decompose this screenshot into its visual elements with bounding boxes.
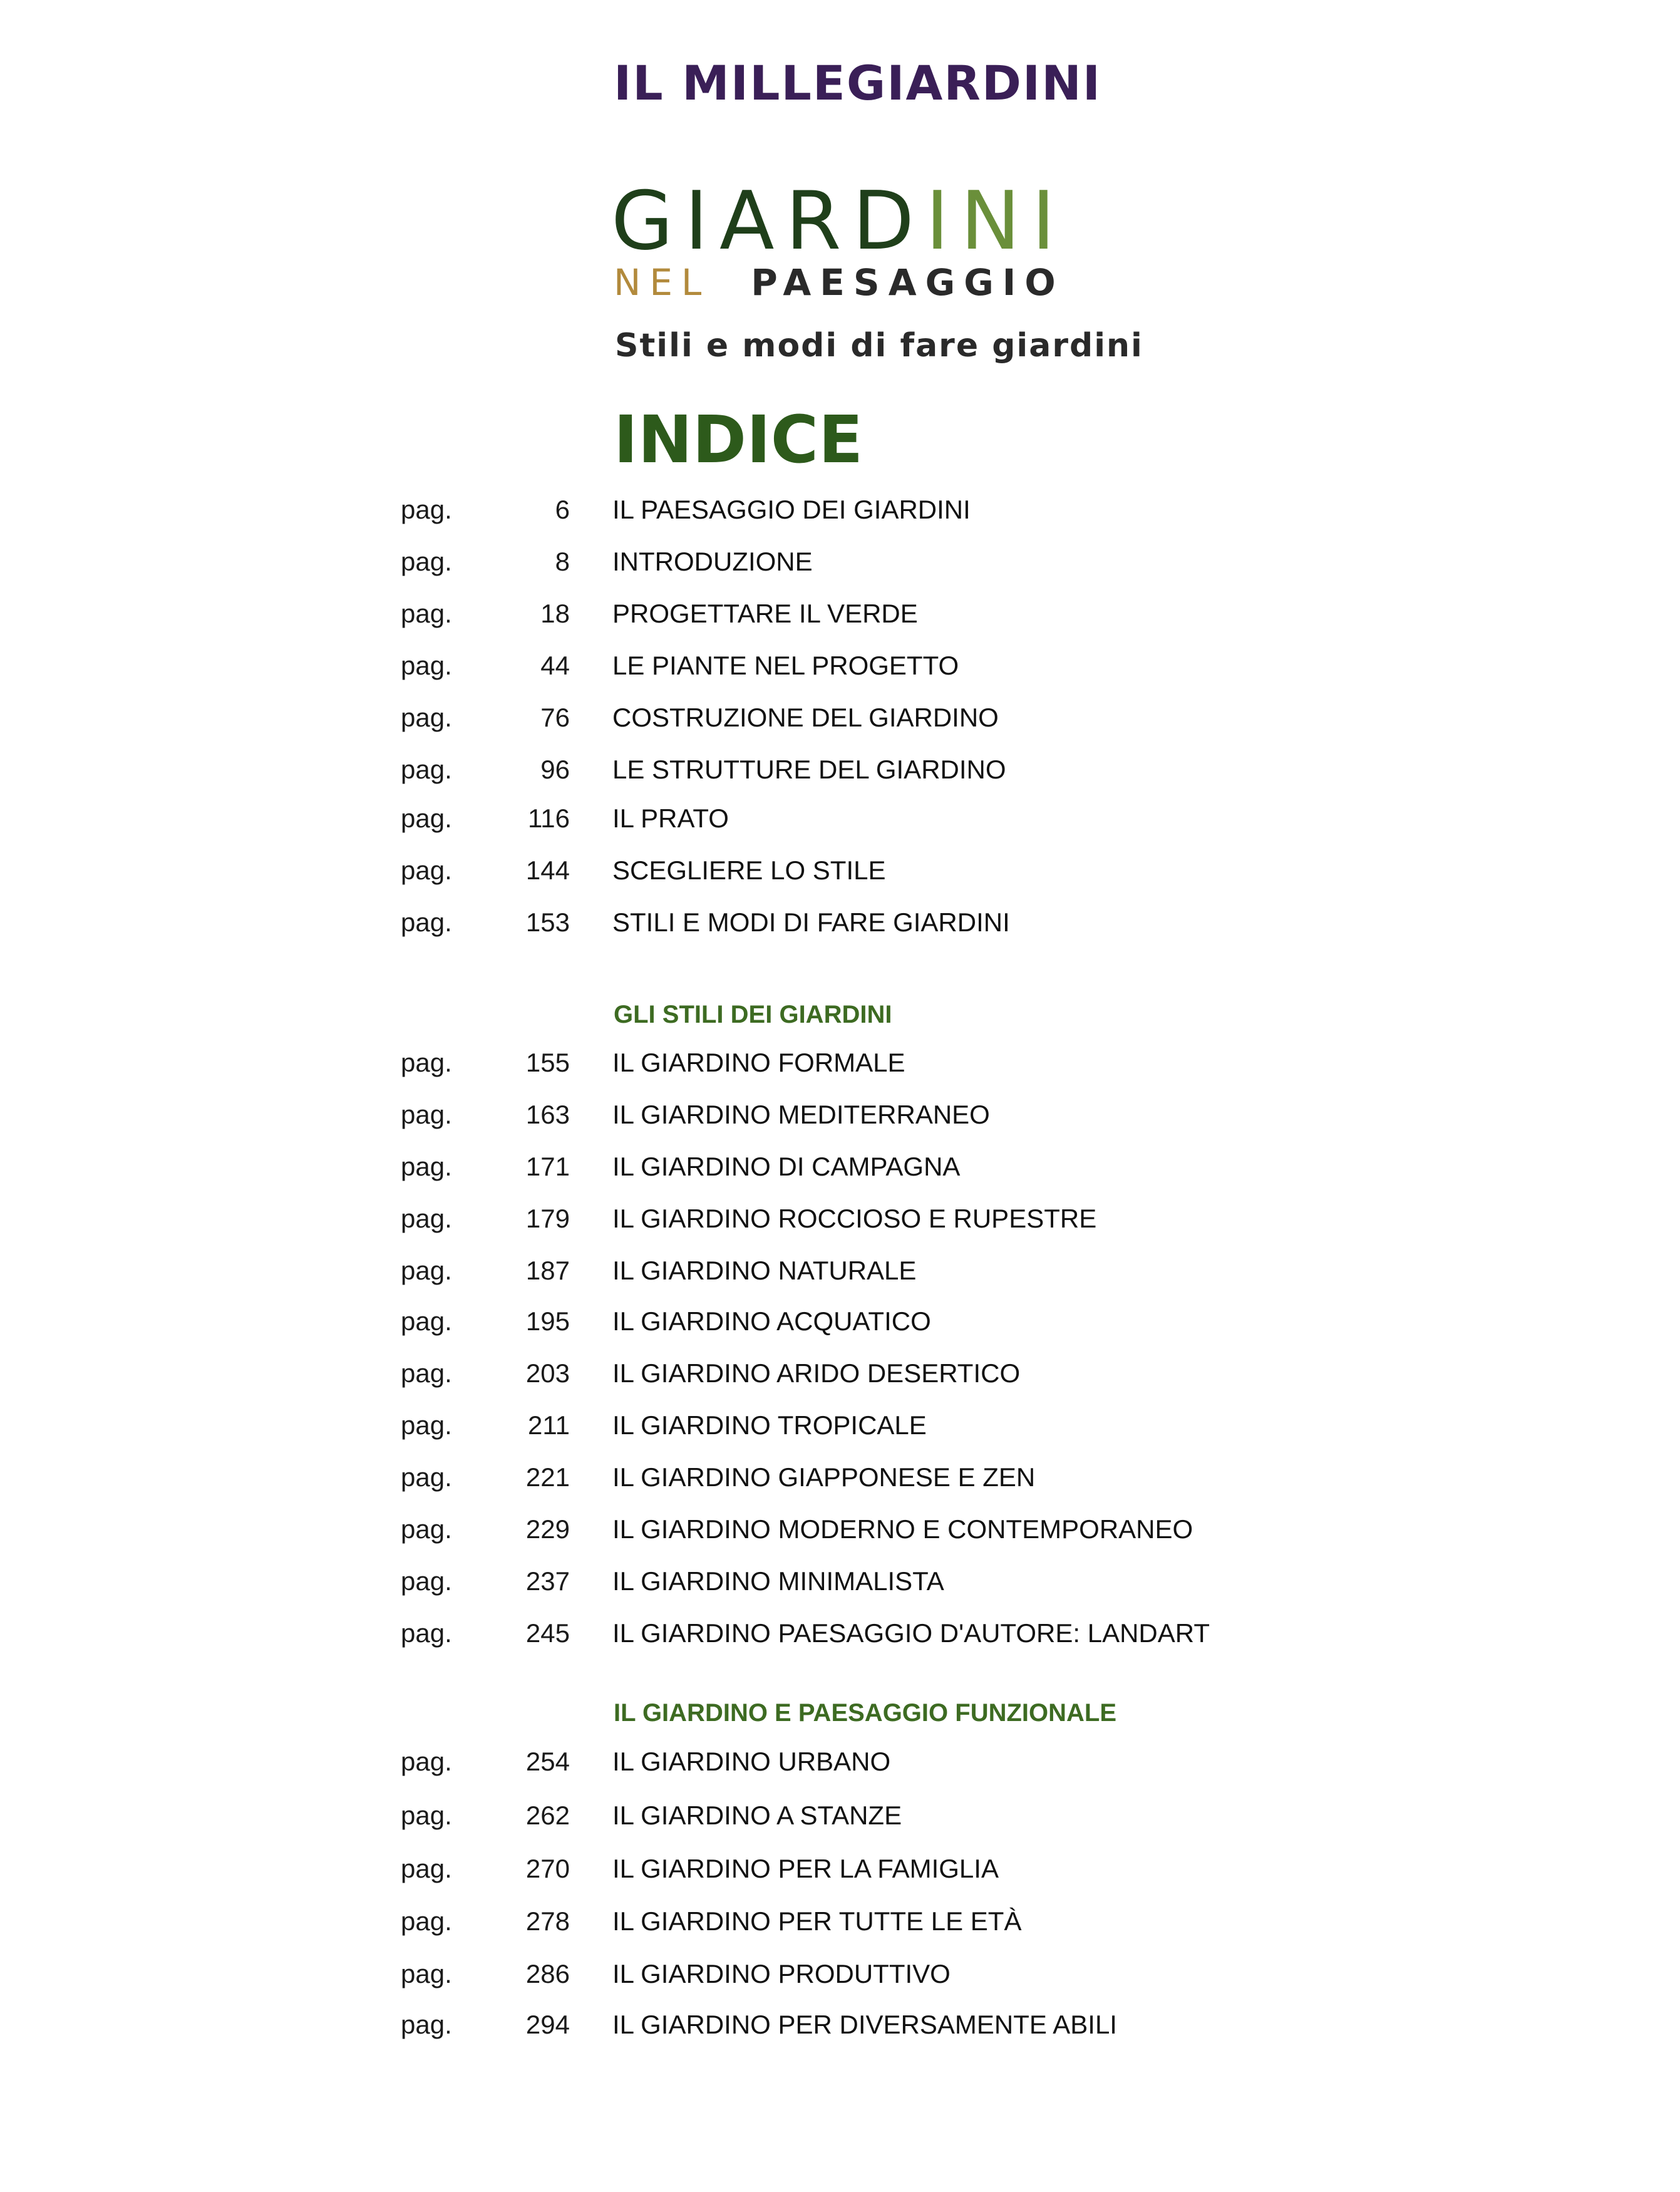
toc-pag-label: pag. [401, 907, 452, 937]
toc-pag-label: pag. [401, 1256, 452, 1285]
toc-entry[interactable] [0, 599, 1680, 636]
book-subtitle-part2: PAESAGGIO [751, 261, 1064, 304]
toc-title: IL GIARDINO PER LA FAMIGLIA [612, 1854, 999, 1883]
toc-page-number: 211 [528, 1410, 570, 1440]
toc-title: IL GIARDINO GIAPPONESE E ZEN [612, 1462, 1036, 1492]
toc-title: IL GIARDINO MODERNO E CONTEMPORANEO [612, 1514, 1193, 1544]
toc-entry[interactable] [0, 1566, 1680, 1604]
toc-title: IL GIARDINO ACQUATICO [612, 1306, 931, 1336]
toc-title: INTRODUZIONE [612, 547, 813, 576]
toc-title: IL GIARDINO PER TUTTE LE ETÀ [612, 1906, 1022, 1936]
toc-page-number: 245 [525, 1618, 570, 1648]
toc-entry[interactable] [0, 1204, 1680, 1241]
toc-entry[interactable] [0, 2010, 1680, 2047]
toc-page-number: 187 [525, 1256, 570, 1285]
toc-page-number: 262 [525, 1801, 570, 1830]
toc-page-number: 144 [525, 856, 570, 885]
toc-page-number: 76 [540, 703, 570, 732]
toc-page-number: 237 [525, 1566, 570, 1596]
book-title [611, 175, 1067, 268]
toc-pag-label: pag. [401, 1566, 452, 1596]
toc-entry[interactable] [0, 1048, 1680, 1085]
toc-pag-label: pag. [401, 1410, 452, 1440]
toc-page-number: 153 [525, 907, 570, 937]
toc-page-number: 44 [540, 651, 570, 680]
toc-entry[interactable] [0, 1959, 1680, 1997]
toc-entry[interactable] [0, 1747, 1680, 1784]
toc-entry[interactable] [0, 495, 1680, 532]
section-heading-styles: GLI STILI DEI GIARDINI [614, 1001, 892, 1028]
toc-title: LE PIANTE NEL PROGETTO [612, 651, 959, 680]
book-title-part2: INI [925, 175, 1067, 268]
toc-entry[interactable] [0, 1618, 1680, 1656]
toc-title: IL PAESAGGIO DEI GIARDINI [612, 495, 971, 524]
toc-entry[interactable] [0, 804, 1680, 841]
toc-pag-label: pag. [401, 495, 452, 524]
toc-entry[interactable] [0, 1906, 1680, 1944]
toc-entry[interactable] [0, 1514, 1680, 1552]
toc-entry[interactable] [0, 1358, 1680, 1396]
toc-page-number: 203 [525, 1358, 570, 1388]
toc-pag-label: pag. [401, 1801, 452, 1830]
toc-title: IL GIARDINO ROCCIOSO E RUPESTRE [612, 1204, 1097, 1233]
book-subtitle-part1: NEL [614, 261, 711, 304]
toc-page-number: 116 [528, 804, 570, 833]
toc-pag-label: pag. [401, 1747, 452, 1776]
book-tagline: Stili e modi di fare giardini [615, 327, 1143, 364]
toc-title: IL GIARDINO A STANZE [612, 1801, 902, 1830]
toc-page-number: 270 [525, 1854, 570, 1883]
toc-title: COSTRUZIONE DEL GIARDINO [612, 703, 999, 732]
toc-entry[interactable] [0, 1100, 1680, 1137]
toc-entry[interactable] [0, 907, 1680, 945]
toc-entry[interactable] [0, 1462, 1680, 1500]
toc-pag-label: pag. [401, 1959, 452, 1988]
toc-page-number: 96 [540, 755, 570, 784]
toc-pag-label: pag. [401, 804, 452, 833]
toc-page-number: 229 [525, 1514, 570, 1544]
toc-pag-label: pag. [401, 547, 452, 576]
toc-page-number: 278 [525, 1906, 570, 1936]
toc-entry[interactable] [0, 703, 1680, 740]
toc-pag-label: pag. [401, 755, 452, 784]
toc-pag-label: pag. [401, 1854, 452, 1883]
toc-page-number: 163 [525, 1100, 570, 1129]
toc-pag-label: pag. [401, 651, 452, 680]
toc-title: IL GIARDINO PAESAGGIO D'AUTORE: LANDART [612, 1618, 1210, 1648]
toc-entry[interactable] [0, 1152, 1680, 1189]
toc-entry[interactable] [0, 1854, 1680, 1891]
book-subtitle [614, 261, 1064, 304]
toc-title: IL GIARDINO MINIMALISTA [612, 1566, 944, 1596]
toc-pag-label: pag. [401, 856, 452, 885]
toc-pag-label: pag. [401, 1906, 452, 1936]
toc-title: IL GIARDINO NATURALE [612, 1256, 917, 1285]
toc-page-number: 6 [555, 495, 570, 524]
toc-title: IL GIARDINO PRODUTTIVO [612, 1959, 951, 1988]
toc-page-number: 221 [525, 1462, 570, 1492]
toc-title: IL GIARDINO FORMALE [612, 1048, 905, 1077]
toc-page-number: 8 [555, 547, 570, 576]
toc-page-number: 171 [525, 1152, 570, 1181]
toc-title: SCEGLIERE LO STILE [612, 856, 886, 885]
toc-entry[interactable] [0, 856, 1680, 893]
toc-title: IL GIARDINO MEDITERRANEO [612, 1100, 990, 1129]
toc-pag-label: pag. [401, 599, 452, 628]
toc-title: PROGETTARE IL VERDE [612, 599, 918, 628]
toc-pag-label: pag. [401, 1048, 452, 1077]
series-title: IL MILLEGIARDINI [614, 55, 1102, 111]
toc-pag-label: pag. [401, 2010, 452, 2039]
toc-pag-label: pag. [401, 1514, 452, 1544]
toc-page-number: 195 [525, 1306, 570, 1336]
toc-pag-label: pag. [401, 1100, 452, 1129]
toc-entry[interactable] [0, 1256, 1680, 1293]
toc-entry[interactable] [0, 1410, 1680, 1448]
toc-title: IL GIARDINO URBANO [612, 1747, 891, 1776]
toc-pag-label: pag. [401, 1358, 452, 1388]
toc-page-number: 254 [525, 1747, 570, 1776]
toc-title: IL PRATO [612, 804, 729, 833]
toc-page-number: 294 [525, 2010, 570, 2039]
toc-pag-label: pag. [401, 703, 452, 732]
toc-page-number: 179 [525, 1204, 570, 1233]
toc-pag-label: pag. [401, 1618, 452, 1648]
toc-title: LE STRUTTURE DEL GIARDINO [612, 755, 1006, 784]
toc-pag-label: pag. [401, 1306, 452, 1336]
toc-page-number: 18 [540, 599, 570, 628]
section-heading-functional: IL GIARDINO E PAESAGGIO FUNZIONALE [614, 1699, 1117, 1727]
toc-title: IL GIARDINO PER DIVERSAMENTE ABILI [612, 2010, 1117, 2039]
toc-entry[interactable] [0, 1306, 1680, 1344]
toc-title: IL GIARDINO DI CAMPAGNA [612, 1152, 961, 1181]
toc-entry[interactable] [0, 651, 1680, 688]
toc-page-number: 286 [525, 1959, 570, 1988]
toc-entry[interactable] [0, 755, 1680, 792]
book-title-part1: GIARD [611, 175, 925, 268]
toc-page-number: 155 [525, 1048, 570, 1077]
toc-title: STILI E MODI DI FARE GIARDINI [612, 907, 1010, 937]
index-heading: INDICE [614, 401, 863, 478]
toc-entry[interactable] [0, 547, 1680, 584]
toc-pag-label: pag. [401, 1462, 452, 1492]
toc-title: IL GIARDINO ARIDO DESERTICO [612, 1358, 1021, 1388]
toc-pag-label: pag. [401, 1204, 452, 1233]
toc-title: IL GIARDINO TROPICALE [612, 1410, 927, 1440]
toc-pag-label: pag. [401, 1152, 452, 1181]
toc-entry[interactable] [0, 1801, 1680, 1838]
